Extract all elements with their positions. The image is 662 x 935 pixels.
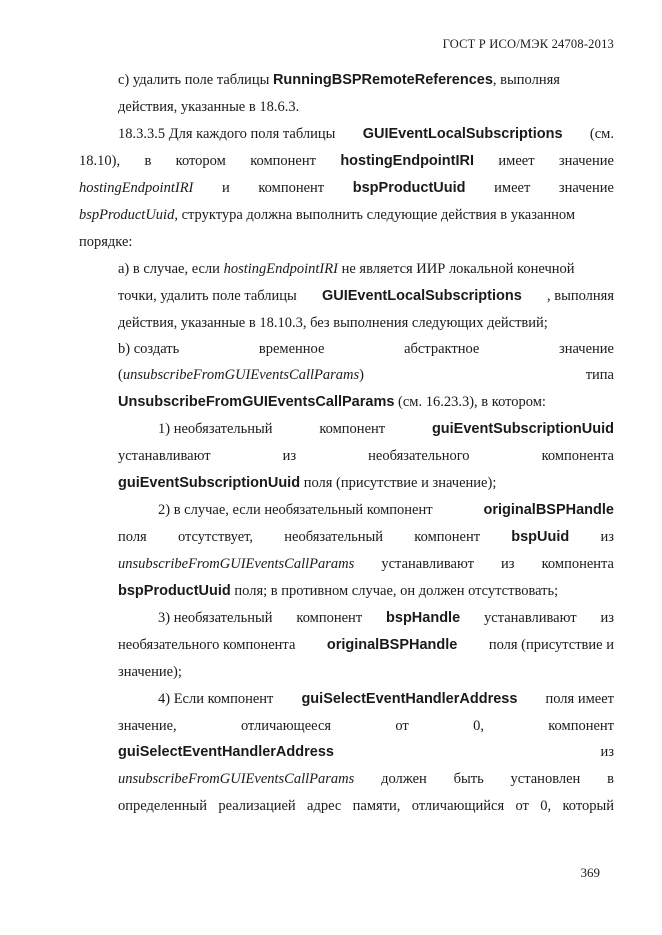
term: hostingEndpointIRI (340, 153, 475, 169)
term: bspHandle (386, 610, 461, 626)
text-line: (unsubscribeFromGUIEventsCallParams) типа (118, 367, 614, 383)
text-line: определенный реализацией адрес памяти, отличающийся от 0, который (118, 798, 614, 814)
term: bspProductUuid (352, 180, 466, 196)
page-number: 369 (580, 865, 600, 880)
term: GUIEventLocalSubscriptions (362, 126, 563, 142)
text-line: a) в случае, если hostingEndpointIRI не является ИИР локальной конечной (118, 261, 575, 277)
text-line: поля отсутствует, необязательный компонент bspUuid из (118, 526, 614, 548)
term: guiEventSubscriptionUuid (118, 475, 301, 491)
text-line: hostingEndpointIRI и компонент bspProductUuid имеет значение (79, 177, 614, 199)
term: bspProductUuid (118, 583, 231, 599)
text-line: 2) в случае, если необязательный компонент originalBSPHandle (158, 499, 614, 521)
term: guiSelectEventHandlerAddress (301, 691, 518, 707)
text-line: 1) необязательный компонент guiEventSubscriptionUuid (158, 418, 614, 440)
text-line: значение, отличающееся от 0, компонент (118, 718, 614, 734)
text-line: unsubscribeFromGUIEventsCallParams устанавливают из компонента (118, 556, 614, 572)
text-line: действия, указанные в 18.6.3. (118, 99, 300, 115)
term: bspUuid (511, 529, 570, 545)
term: originalBSPHandle (483, 502, 614, 518)
text-line: значение); (118, 664, 182, 680)
term: UnsubscribeFromGUIEventsCallParams (118, 394, 395, 410)
document-header: ГОСТ Р ИСО/МЭК 24708-2013 (442, 37, 614, 51)
text-line: c) удалить поле таблицы RunningBSPRemoteReferences, выполняя (118, 72, 560, 88)
term: guiEventSubscriptionUuid (431, 421, 614, 437)
text-line: устанавливают из необязательного компонента (118, 448, 614, 464)
text-line: необязательного компонента originalBSPHandle поля (присутствие и (118, 634, 614, 656)
text-line: точки, удалить поле таблицы GUIEventLocalSubscriptions , выполняя (118, 285, 614, 307)
text-line: bspProductUuid поля; в противном случае, он должен отсутствовать; (118, 583, 559, 599)
text-line: bspProductUuid, структура должна выполнить следующие действия в указанном (79, 207, 576, 223)
text-line: b) создать временное абстрактное значение (118, 341, 614, 357)
text-line: 18.10), в котором компонент hostingEndpointIRI имеет значение (79, 150, 614, 172)
term: RunningBSPRemoteReferences (272, 72, 493, 88)
text-line: действия, указанные в 18.10.3, без выполнения следующих действий; (118, 315, 548, 331)
term: guiSelectEventHandlerAddress (118, 744, 334, 760)
text-line: 4) Если компонент guiSelectEventHandlerAddress поля имеет (158, 688, 614, 710)
term: originalBSPHandle (326, 637, 458, 653)
text-line: guiSelectEventHandlerAddress из (118, 741, 614, 763)
text-line: 3) необязательный компонент bspHandle устанавливают из (158, 607, 614, 629)
text-line: 18.3.3.5 Для каждого поля таблицы GUIEventLocalSubscriptions (см. (118, 123, 614, 145)
term: GUIEventLocalSubscriptions (321, 288, 522, 304)
text-line: unsubscribeFromGUIEventsCallParams должен быть установлен в (118, 771, 614, 787)
text-line: UnsubscribeFromGUIEventsCallParams (см. 16.23.3), в котором: (118, 394, 546, 410)
text-line: порядке: (79, 234, 133, 250)
text-line: guiEventSubscriptionUuid поля (присутствие и значение); (118, 475, 497, 491)
